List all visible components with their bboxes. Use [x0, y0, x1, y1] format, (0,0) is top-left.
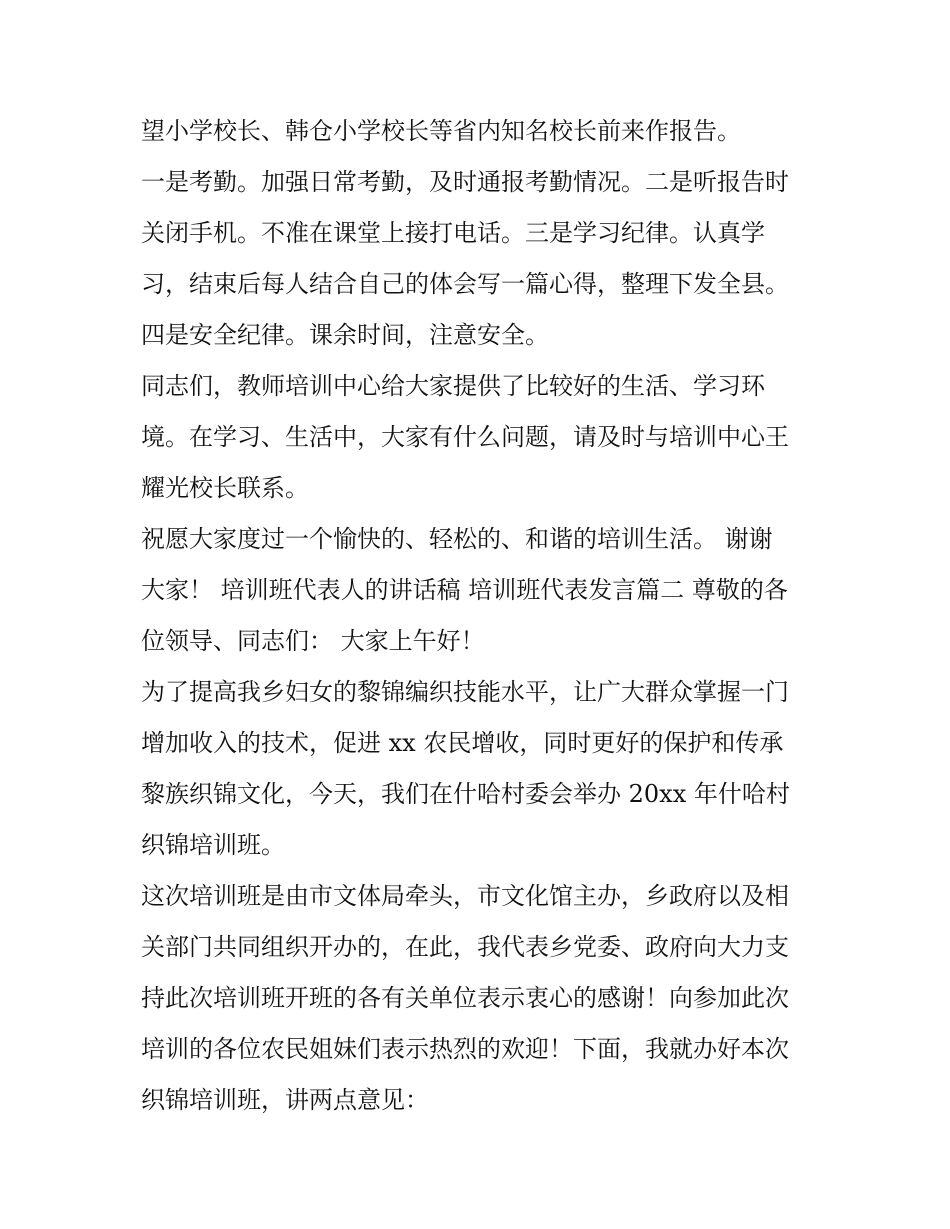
text-line: 耀光校长联系。 — [141, 474, 309, 502]
text-line: 习，结束后每人结合自己的体会写一篇心得，整理下发全县。 — [141, 270, 789, 298]
text-line: 织锦培训班。 — [141, 831, 285, 859]
text-line: 大家！ 培训班代表人的讲话稿 培训班代表发言篇二 尊敬的各 — [141, 576, 788, 604]
text-line: 境。在学习、生活中，大家有什么问题，请及时与培训中心王 — [141, 423, 789, 451]
text-line: 培训的各位农民姐妹们表示热烈的欢迎！下面，我就办好本次 — [141, 1035, 789, 1063]
text-line: 为了提高我乡妇女的黎锦编织技能水平，让广大群众掌握一门 — [141, 678, 789, 706]
text-line: 关闭手机。不准在课堂上接打电话。三是学习纪律。认真学 — [141, 219, 765, 247]
text-line: 同志们，教师培训中心给大家提供了比较好的生活、学习环 — [141, 372, 765, 400]
text-line: 一是考勤。加强日常考勤，及时通报考勤情况。二是听报告时 — [141, 168, 789, 196]
text-line: 黎族织锦文化，今天，我们在什哈村委会举办 20xx 年什哈村 — [141, 780, 790, 808]
text-line: 关部门共同组织开办的，在此，我代表乡党委、政府向大力支 — [141, 933, 789, 961]
text-line: 增加收入的技术，促进 xx 农民增收，同时更好的保护和传承 — [141, 729, 784, 757]
text-line: 四是安全纪律。课余时间，注意安全。 — [141, 321, 549, 349]
text-line: 祝愿大家度过一个愉快的、轻松的、和谐的培训生活。 谢谢 — [141, 525, 773, 553]
body-text — [141, 106, 821, 1126]
text-line: 这次培训班是由市文体局牵头，市文化馆主办，乡政府以及相 — [141, 882, 789, 910]
text-line: 织锦培训班，讲两点意见： — [141, 1086, 429, 1114]
text-line: 望小学校长、韩仓小学校长等省内知名校长前来作报告。 — [141, 117, 741, 145]
text-line: 持此次培训班开班的各有关单位表示衷心的感谢！向参加此次 — [141, 984, 789, 1012]
text-line: 位领导、同志们： 大家上午好！ — [141, 627, 485, 655]
